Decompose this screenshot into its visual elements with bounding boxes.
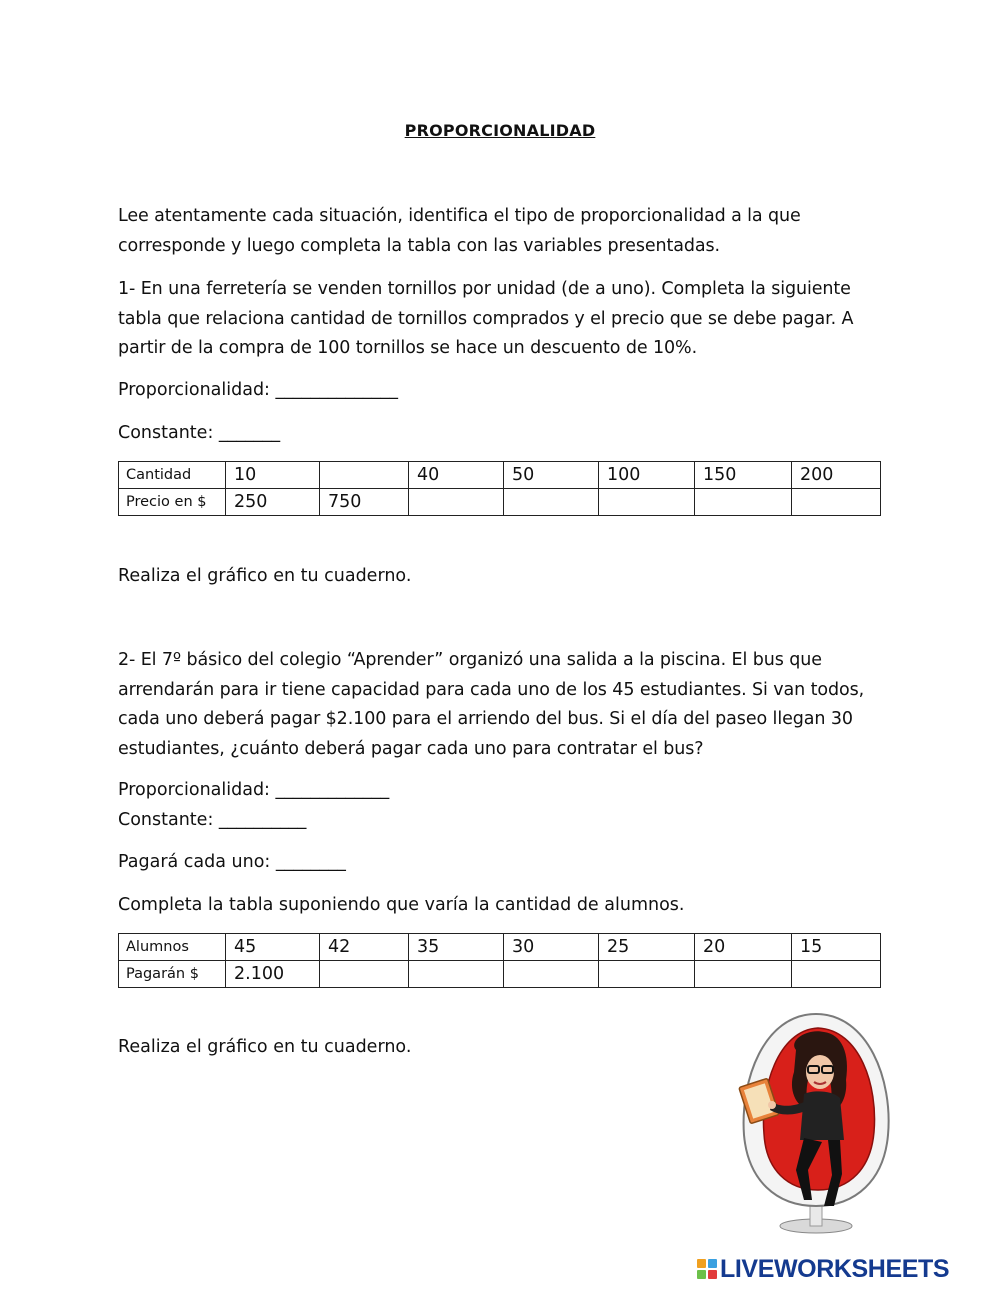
problem2-constante	[118, 808, 306, 832]
table-cell: Precio en $	[119, 489, 226, 516]
table-cell-input[interactable]	[320, 462, 409, 489]
table-cell: 150	[695, 462, 792, 489]
table-cell: 25	[599, 934, 695, 961]
table-cell: 10	[226, 462, 320, 489]
table-cell: 50	[504, 462, 599, 489]
table-cell: 15	[792, 934, 881, 961]
problem2-proporcionalidad	[118, 778, 389, 802]
table-cell: Alumnos	[119, 934, 226, 961]
problem2-graph-note: Realiza el gráfico en tu cuaderno.	[118, 1037, 412, 1057]
table-cell-input[interactable]	[504, 961, 599, 988]
table-cell-input[interactable]	[320, 961, 409, 988]
table-row	[119, 934, 881, 961]
table-cell-input[interactable]	[695, 489, 792, 516]
table-cell-input[interactable]	[409, 961, 504, 988]
table-row	[119, 961, 881, 988]
table-cell-input[interactable]	[695, 961, 792, 988]
proporcionalidad-answer-field[interactable]: _____________	[275, 780, 390, 800]
brand-name: LIVEWORKSHEETS	[720, 1254, 950, 1283]
table-cell: Cantidad	[119, 462, 226, 489]
table-row	[119, 489, 881, 516]
page-title: PROPORCIONALIDAD	[404, 121, 596, 140]
alumnos-table	[118, 933, 881, 988]
table-cell: 100	[599, 462, 695, 489]
teacher-avatar-icon	[738, 1010, 898, 1238]
problem1-graph-note: Realiza el gráfico en tu cuaderno.	[118, 566, 412, 586]
problem2-pagara	[118, 850, 346, 874]
problem1-text: 1- En una ferretería se venden tornillos por unidad (de a uno). Completa la siguiente tabla que relaciona cantidad de tornillos comprados y el precio que se debe pagar. A partir de la compra de 100 tornillos se hace un descuento de 10%.	[118, 279, 854, 358]
table-cell: 20	[695, 934, 792, 961]
table-cell: 40	[409, 462, 504, 489]
proporcionalidad-answer-field[interactable]: ______________	[275, 380, 399, 400]
liveworksheets-logo	[697, 1255, 949, 1283]
constante-label: Constante:	[118, 423, 219, 443]
table-cell: 750	[320, 489, 409, 516]
table-cell-input[interactable]	[599, 961, 695, 988]
constante-label: Constante:	[118, 810, 219, 830]
constante-answer-field[interactable]: __________	[218, 810, 307, 830]
table-cell: 2.100	[226, 961, 320, 988]
table-cell-input[interactable]	[792, 489, 881, 516]
table-row	[119, 462, 881, 489]
intro-text: Lee atentamente cada situación, identifica el tipo de proporcionalidad a la que corresponde y luego completa la tabla con las variables presentadas.	[118, 206, 801, 256]
problem2-instruction: Completa la tabla suponiendo que varía la cantidad de alumnos.	[118, 895, 685, 915]
proporcionalidad-label: Proporcionalidad:	[118, 780, 276, 800]
table-cell: 35	[409, 934, 504, 961]
problem2-text: 2- El 7º básico del colegio “Aprender” organizó una salida a la piscina. El bus que arrendarán para ir tiene capacidad para cada uno de los 45 estudiantes. Si van todos, cada uno deberá pagar $2.100 para el arriendo del bus. Si el día del paseo llegan 30 estudiantes, ¿cuánto deberá pagar cada uno para contratar el bus?	[118, 650, 865, 759]
pagara-answer-field[interactable]: ________	[275, 852, 346, 872]
table-cell: 45	[226, 934, 320, 961]
table-cell: 250	[226, 489, 320, 516]
problem1-constante	[118, 421, 280, 445]
table-cell: 200	[792, 462, 881, 489]
table-cell: 42	[320, 934, 409, 961]
tornillos-table	[118, 461, 881, 516]
proporcionalidad-label: Proporcionalidad:	[118, 380, 276, 400]
table-cell: 30	[504, 934, 599, 961]
table-cell-input[interactable]	[599, 489, 695, 516]
table-cell-input[interactable]	[409, 489, 504, 516]
table-cell-input[interactable]	[792, 961, 881, 988]
table-cell-input[interactable]	[504, 489, 599, 516]
logo-blocks-icon	[697, 1259, 717, 1279]
problem1-proporcionalidad	[118, 378, 398, 402]
pagara-label: Pagará cada uno:	[118, 852, 276, 872]
table-cell: Pagarán $	[119, 961, 226, 988]
constante-answer-field[interactable]: _______	[218, 423, 281, 443]
